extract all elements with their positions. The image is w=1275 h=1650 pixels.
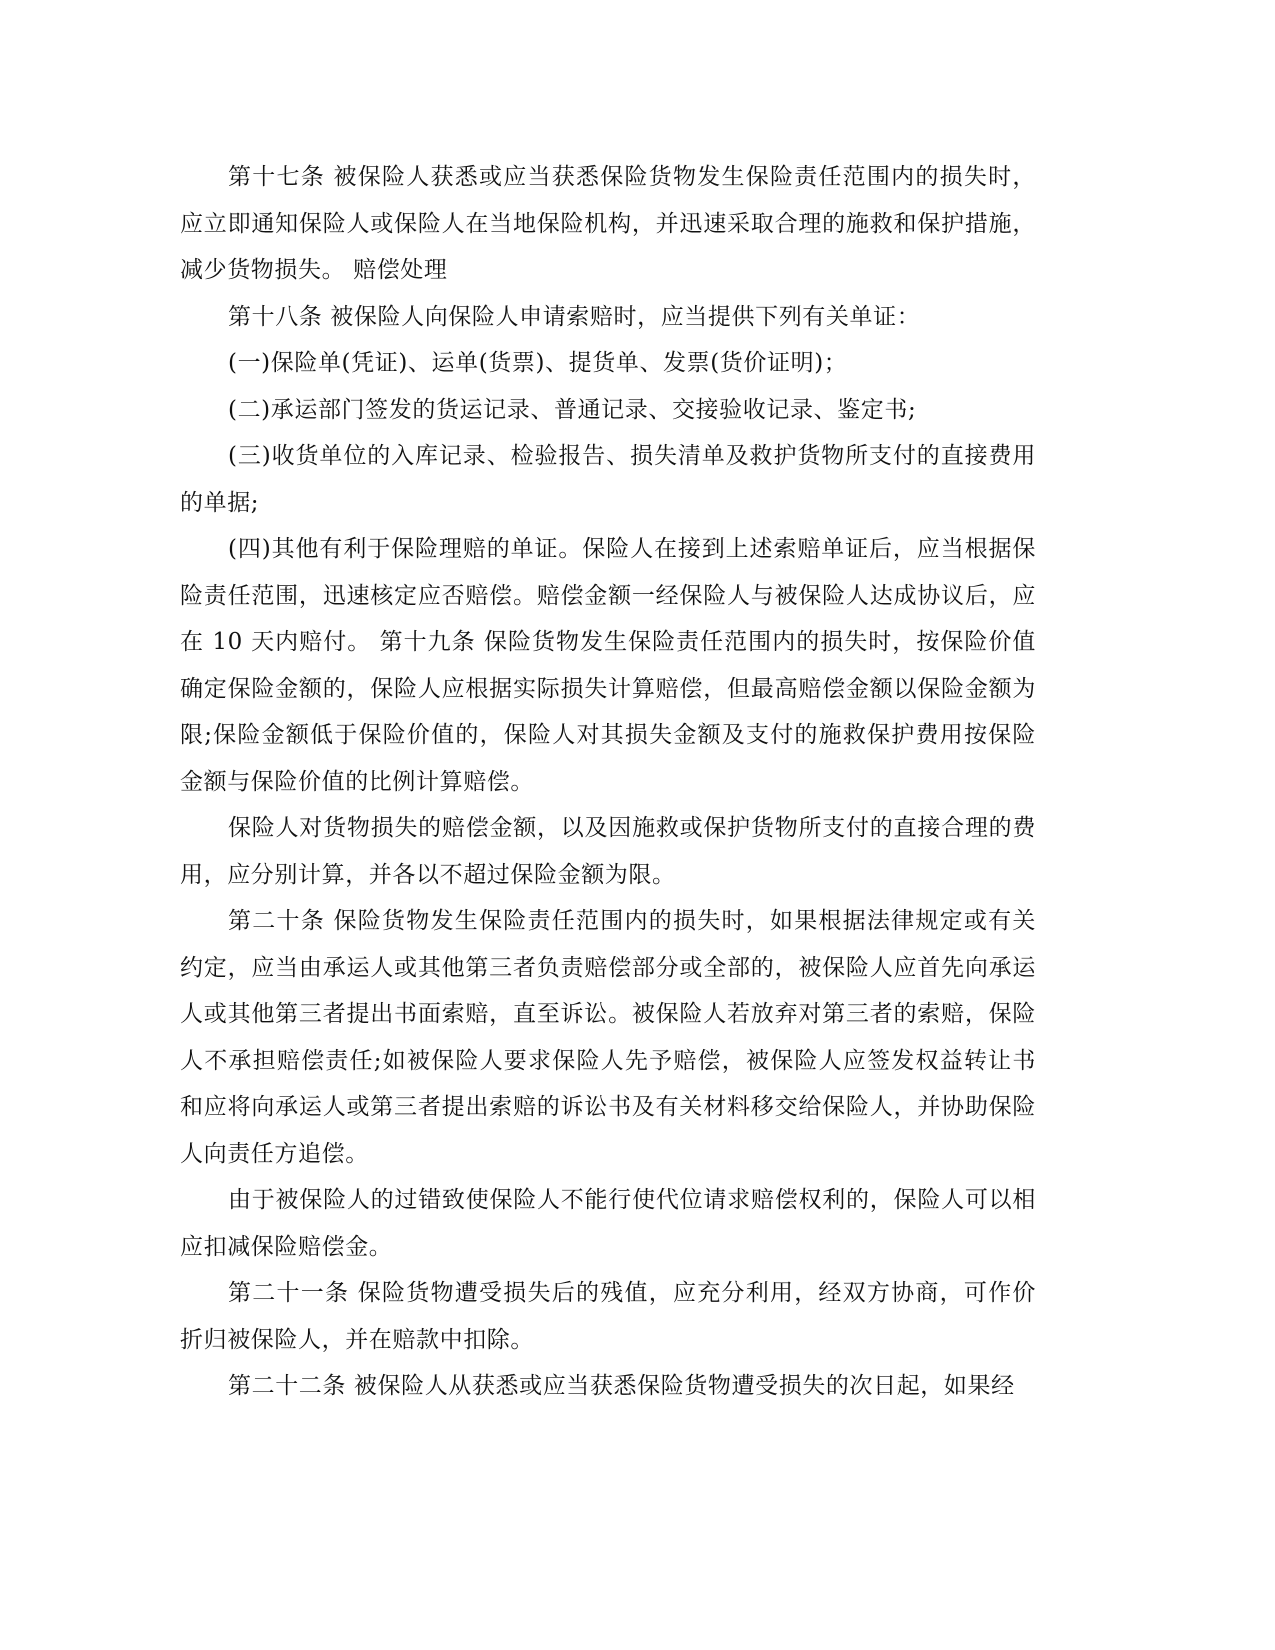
paragraph-item-4-article-19: (四)其他有利于保险理赔的单证。保险人在接到上述索赔单证后，应当根据保险责任范围，迅速核定应否赔偿。赔偿金额一经保险人与被保险人达成协议后，应在 10 天内赔付。 第十九条 保险货物发生保险责任范围内的损失时，按保险价值确定保险金额的，保险人应根据实际损失计算赔偿，但最高赔偿金额以保险金额为限;保险金额低于保险价值的，保险人对其损失金额及支付的施救保护费用按保险金额与保险价值的比例计算赔偿。: [180, 536, 1036, 795]
paragraph-article-21: 第二十一条 保险货物遭受损失后的残值，应充分利用，经双方协商，可作价折归被保险人，并在赔款中扣除。: [180, 1280, 1036, 1353]
paragraph-article-18: 第十八条 被保险人向保险人申请索赔时，应当提供下列有关单证：: [228, 303, 921, 330]
paragraph-article-20: 第二十条 保险货物发生保险责任范围内的损失时，如果根据法律规定或有关约定，应当由承运人或其他第三者负责赔偿部分或全部的，被保险人应首先向承运人或其他第三者提出书面索赔，直至诉讼。被保险人若放弃对第三者的索赔，保险人不承担赔偿责任;如被保险人要求保险人先予赔偿，被保险人应签发权益转让书和应将向承运人或第三者提出索赔的诉讼书及有关材料移交给保险人，并协助保险人向责任方追偿。: [180, 908, 1036, 1167]
paragraph-article-22: 第二十二条 被保险人从获悉或应当获悉保险货物遭受损失的次日起，如果经: [228, 1373, 1015, 1399]
document-body: [180, 154, 1036, 1410]
paragraph-item-1: (一)保险单(凭证)、运单(货票)、提货单、发票(货价证明)；: [228, 350, 848, 376]
paragraph-item-3: (三)收货单位的入库记录、检验报告、损失清单及救护货物所支付的直接费用的单据;: [180, 443, 1036, 516]
paragraph-article-17: 第十七条 被保险人获悉或应当获悉保险货物发生保险责任范围内的损失时，应立即通知保险人或保险人在当地保险机构，并迅速采取合理的施救和保护措施，减少货物损失。 赔偿处理: [180, 164, 1036, 283]
paragraph-subrogation-deduction: 由于被保险人的过错致使保险人不能行使代位请求赔偿权利的，保险人可以相应扣减保险赔偿金。: [180, 1187, 1036, 1260]
paragraph-item-2: (二)承运部门签发的货运记录、普通记录、交接验收记录、鉴定书;: [228, 396, 917, 423]
paragraph-compensation-limit: 保险人对货物损失的赔偿金额，以及因施救或保护货物所支付的直接合理的费用，应分别计算，并各以不超过保险金额为限。: [180, 815, 1036, 888]
